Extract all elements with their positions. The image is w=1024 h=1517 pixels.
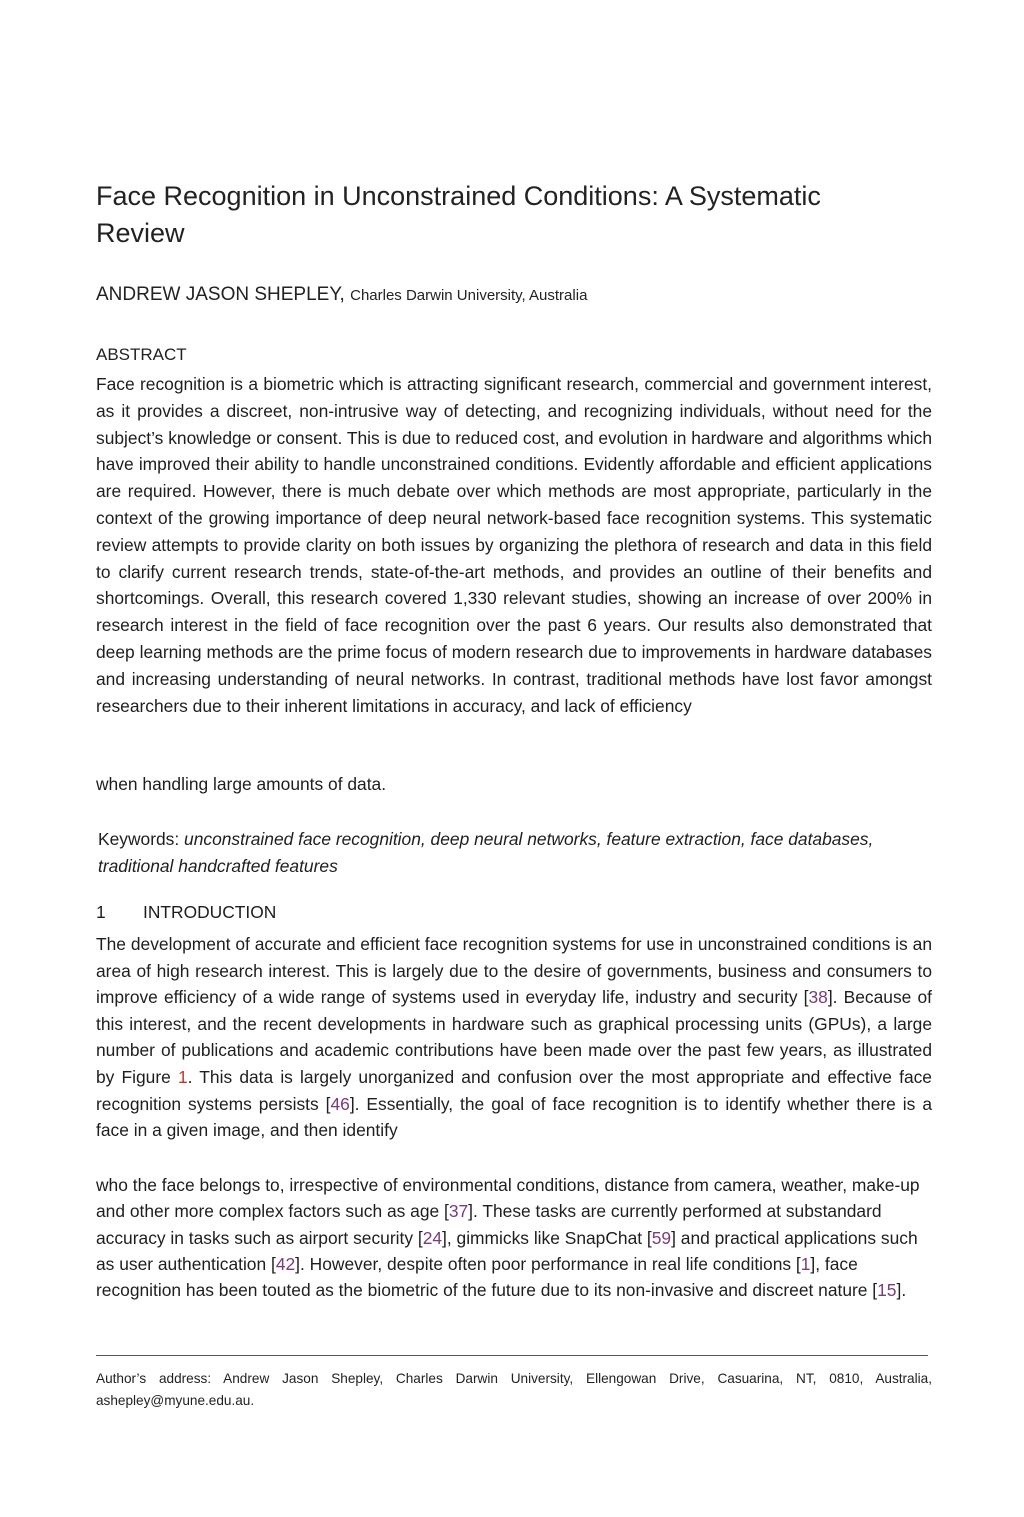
citation-link[interactable]: 42 — [275, 1253, 296, 1274]
intro-text: ]. Because of this interest, and the recent developments in hardware such as graphical processing units (GPUs), a large number of publications and academic contributions have been made over the past few years, as illustrated by Figure — [96, 987, 932, 1087]
intro-text: ] and practical applications such as user authentication [ — [96, 1227, 918, 1274]
citation-link[interactable]: 37 — [448, 1201, 469, 1222]
citation-link[interactable]: 38 — [808, 987, 828, 1008]
keywords-value: unconstrained face recognition, deep neural networks, feature extraction, face databases, traditional handcrafted features — [98, 829, 874, 876]
intro-text: ]. These tasks are currently performed at substandard accuracy in tasks such as airport security [ — [96, 1201, 882, 1248]
intro-paragraph-1 — [96, 931, 932, 1144]
keywords-label: Keywords: — [98, 829, 185, 849]
footnote-divider — [96, 1355, 928, 1356]
paper-page — [96, 0, 932, 1517]
keywords — [98, 826, 878, 879]
citation-link[interactable]: 24 — [422, 1227, 443, 1248]
section-heading — [96, 902, 276, 923]
intro-text: ], gimmicks like SnapChat [ — [442, 1227, 652, 1248]
author-affiliation: Charles Darwin University, Australia — [350, 287, 588, 304]
paper-title: Face Recognition in Unconstrained Conditions: A Systematic Review — [96, 181, 821, 248]
intro-text: ]. However, despite often poor performance in real life conditions [ — [295, 1253, 801, 1274]
abstract-tail: when handling large amounts of data. — [96, 774, 387, 794]
citation-link[interactable]: 15 — [877, 1280, 897, 1301]
intro-text: who the face belongs to, irrespective of environmental conditions, distance from camera, weather, make-up and other more complex factors such as age [ — [96, 1175, 920, 1222]
abstract-body: Face recognition is a biometric which is attracting significant research, commercial and government interest, as it provides a discreet, non-intrusive way of detecting, and recognizing individuals, without need for the subject’s knowledge or consent. This is due to reduced cost, and evolution in hardware and algorithms which have improved their ability to handle unconstrained conditions. Evidently affordable and efficient applications are required. However, there is much debate over which methods are most appropriate, particularly in the context of the growing importance of deep neural network-based face recognition systems. This systematic review attempts to provide clarity on both issues by organizing the plethora of research and data in this field to clarify current research trends, state-of-the-art methods, and provides an outline of their benefits and shortcomings. Overall, this research covered 1,330 relevant studies, showing an increase of over 200% in research interest in the field of face recognition over the past 6 years. Our results also demonstrated that deep learning methods are the prime focus of modern research due to improvements in hardware databases and increasing understanding of neural networks. In contrast, traditional methods have lost favor amongst researchers due to their inherent limitations in accuracy, and lack of efficiency — [96, 374, 932, 716]
citation-link[interactable]: 1 — [800, 1253, 811, 1274]
abstract-heading: ABSTRACT — [96, 345, 187, 364]
intro-text: ], face recognition has been touted as the biometric of the future due to its non-invasive and discreet nature [ — [96, 1253, 878, 1301]
figure-link[interactable]: 1 — [177, 1066, 188, 1087]
author-line — [96, 284, 587, 306]
intro-text: . This data is largely unorganized and confusion over the most appropriate and effective face recognition systems persists [ — [96, 1066, 932, 1114]
intro-text: ]. Essentially, the goal of face recognition is to identify whether there is a face in a given image, and then identify — [96, 1093, 932, 1141]
author-name: ANDREW JASON SHEPLEY, — [96, 284, 345, 305]
citation-link[interactable]: 59 — [651, 1227, 672, 1248]
author-address-footnote: Author’s address: Andrew Jason Shepley, Charles Darwin University, Ellengowan Drive, Casuarina, NT, 0810, Australia, ashepley@myune.edu.au. — [96, 1371, 932, 1408]
section-number: 1 — [96, 902, 106, 922]
citation-link[interactable]: 46 — [330, 1093, 350, 1114]
intro-text: The development of accurate and efficient face recognition systems for use in unconstrained conditions is an area of high research interest. This is largely due to the desire of governments, business and consumers to improve efficiency of a wide range of systems used in everyday life, industry and security [ — [96, 934, 932, 1008]
section-title: INTRODUCTION — [143, 902, 277, 922]
intro-text: ]. — [896, 1280, 907, 1301]
intro-paragraph-2 — [96, 1172, 932, 1303]
